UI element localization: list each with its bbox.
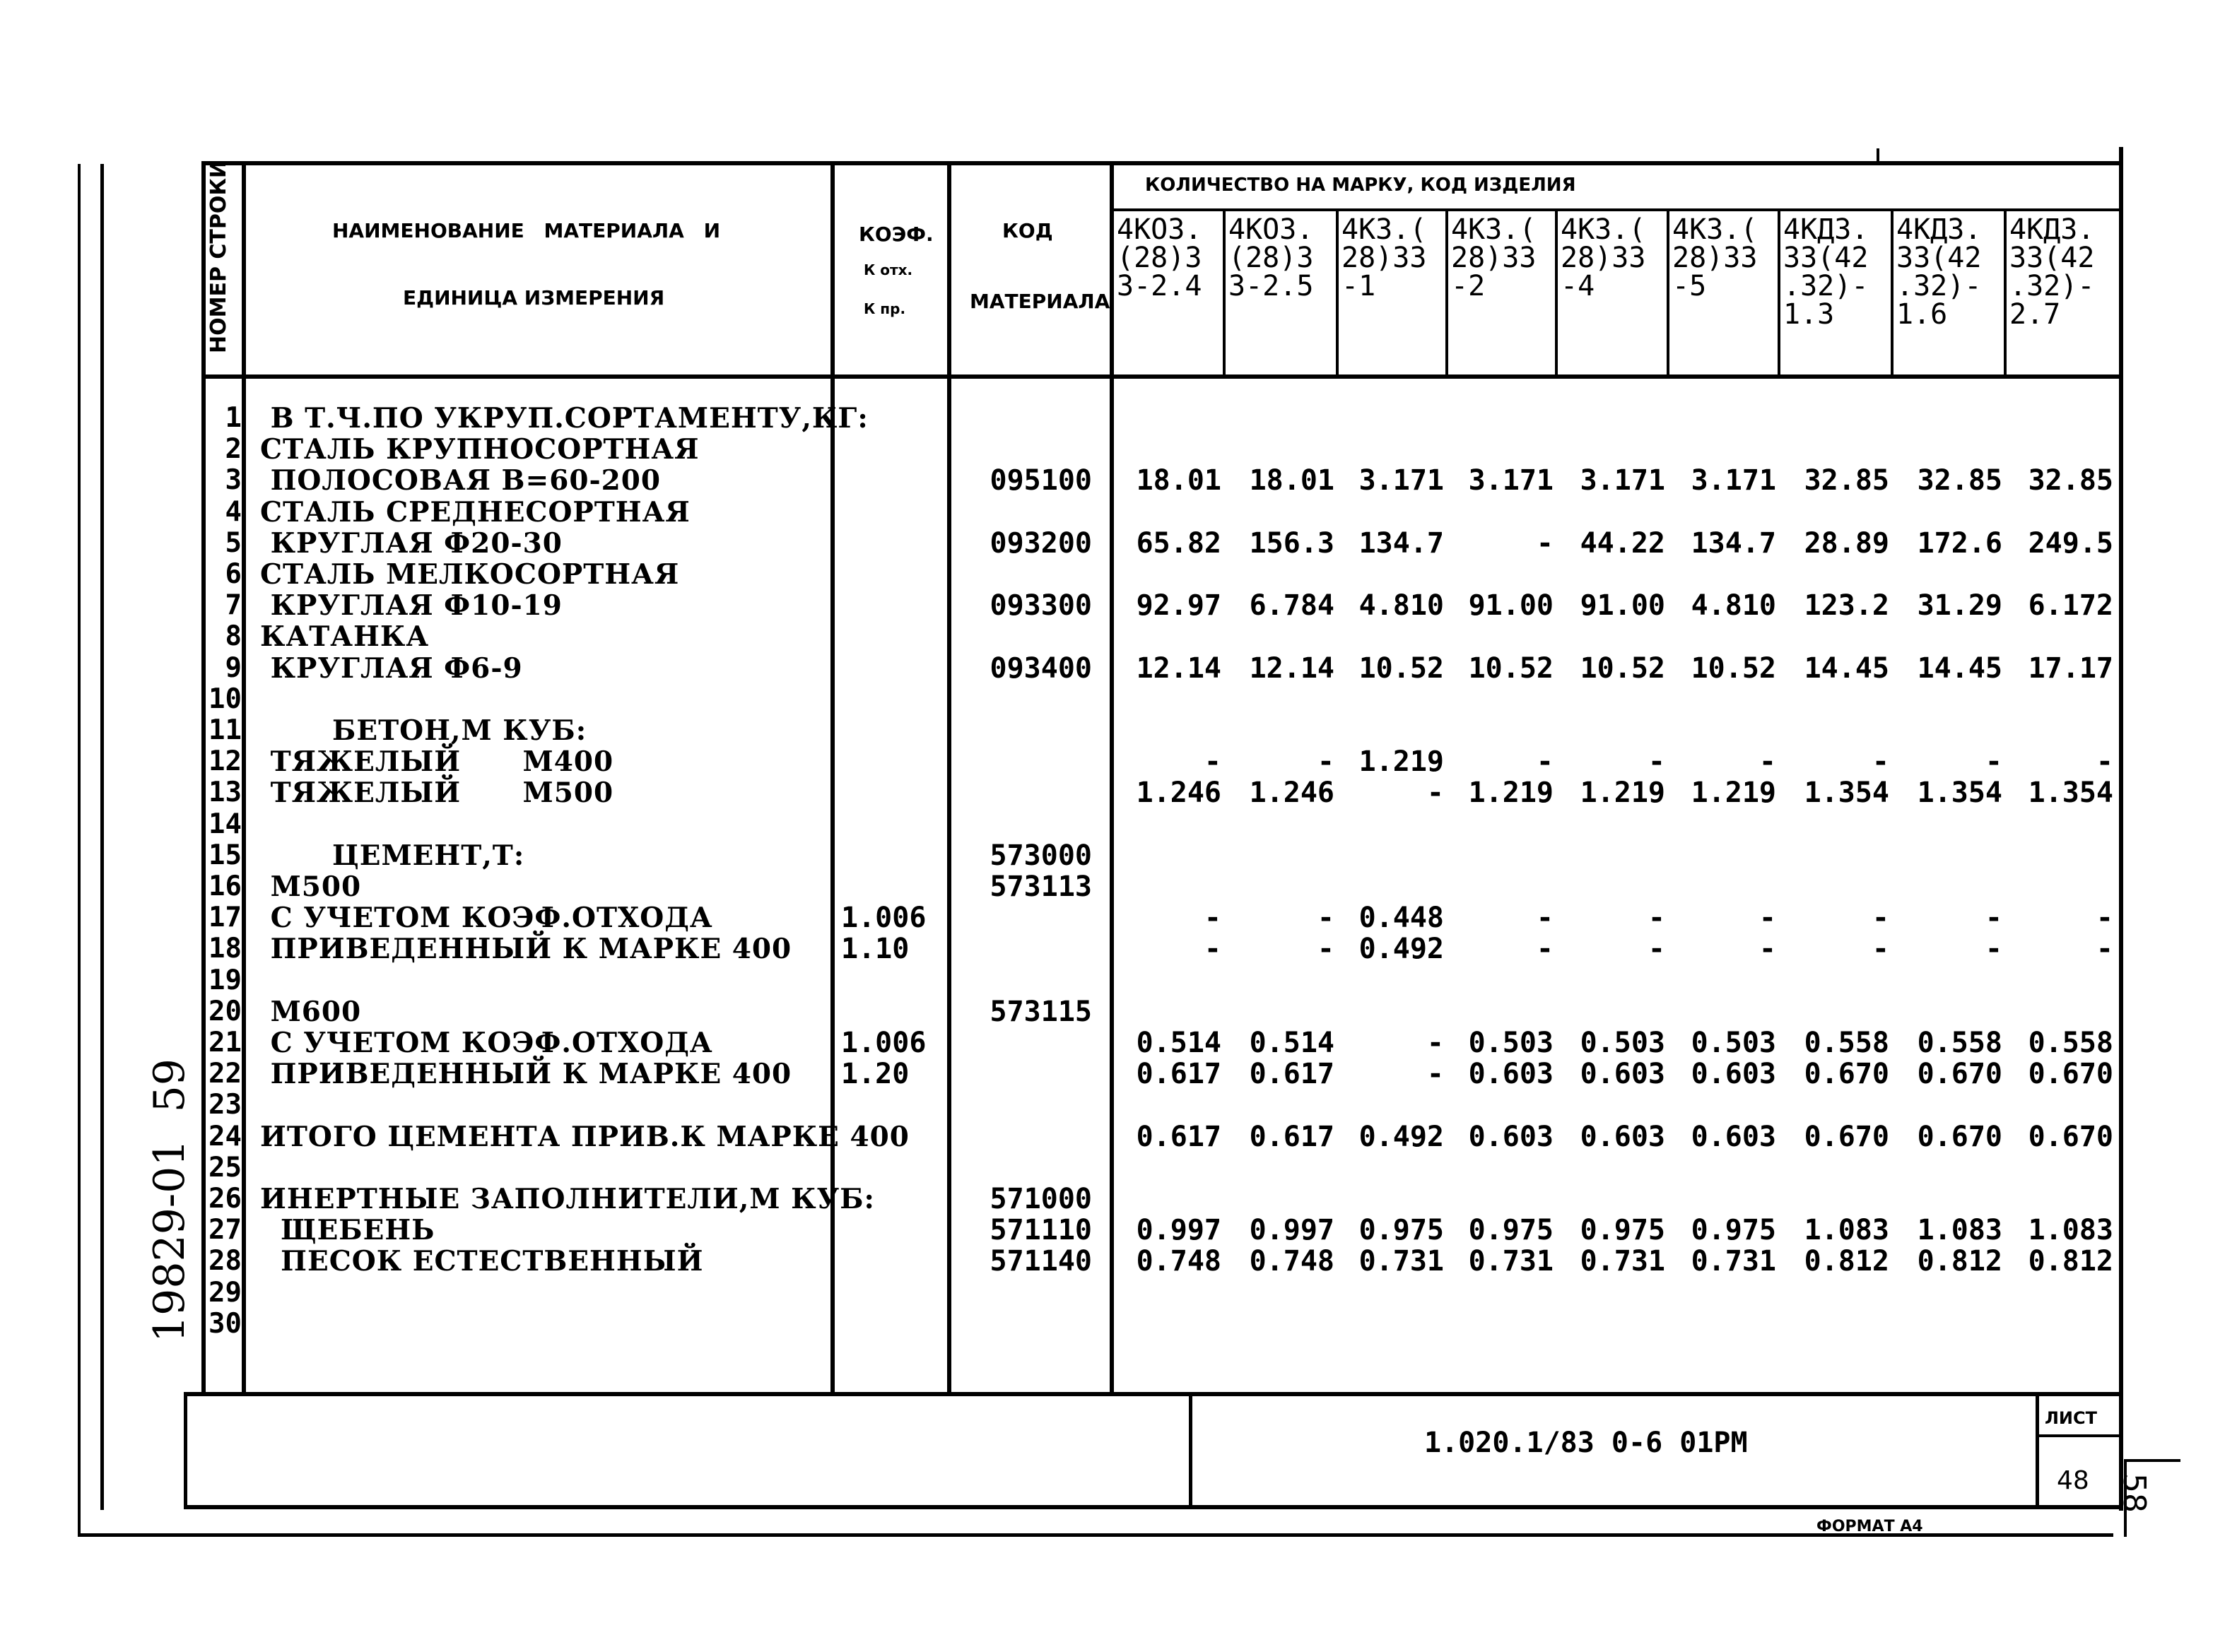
quantity-cell: 1.083	[2028, 1214, 2113, 1247]
qty-col-sep-6	[1778, 208, 1780, 377]
quantity-cell: -	[1426, 1027, 1444, 1059]
quantity-column-header: 28)ЗЗ	[1561, 242, 1646, 274]
col-sep-coef	[947, 161, 951, 1394]
quantity-column-header: 4КЗ.(	[1561, 213, 1646, 246]
quantity-cell: 18.01	[1249, 464, 1334, 497]
material-name: С УЧЕТОМ КОЭФ.ОТХОДА	[260, 902, 713, 935]
quantity-cell: 0.670	[2028, 1058, 2113, 1091]
quantity-column-header: ЗЗ(42	[1896, 242, 1982, 274]
row-number: 1	[225, 402, 242, 434]
quantity-cell: -	[1648, 745, 1665, 779]
material-name: ЦЕМЕНТ,Т:	[260, 839, 525, 872]
quantity-cell: 14.45	[1917, 651, 2002, 685]
material-code: 093200	[990, 526, 1092, 560]
quantity-cell: 32.85	[1804, 464, 1889, 497]
quantity-cell: 0.514	[1249, 1027, 1334, 1059]
row-number: 5	[225, 526, 242, 559]
footer-bottom-border	[184, 1505, 2123, 1509]
quantity-column-header: ЗЗ(42	[1783, 242, 1869, 274]
quantity-cell: 3.171	[1691, 464, 1776, 497]
quantity-cell: 0.603	[1580, 1058, 1665, 1091]
quantity-cell: 0.558	[1917, 1027, 2002, 1059]
qty-col-sep-8	[2004, 208, 2007, 377]
quantity-cell: -	[1759, 902, 1776, 935]
quantity-cell: -	[1204, 933, 1221, 966]
quantity-column-header: -5	[1672, 270, 1707, 302]
row-number: 12	[209, 745, 242, 778]
quantity-column-header: 4КДЗ.	[1783, 213, 1869, 246]
quantity-column-header: -4	[1561, 270, 1595, 302]
material-code: 573000	[990, 839, 1092, 872]
outer-frame-left	[100, 164, 104, 1510]
quantity-cell: 0.603	[1468, 1120, 1554, 1153]
quantity-column-header: (28)З	[1117, 242, 1202, 274]
quantity-cell: -	[1317, 745, 1334, 779]
quantity-cell: 3.171	[1358, 464, 1444, 497]
top-tick-mark	[1877, 148, 1879, 163]
quantity-cell: -	[2096, 933, 2113, 966]
side-box-top	[2124, 1459, 2180, 1462]
material-name: ИНЕРТНЫЕ ЗАПОЛНИТЕЛИ,М КУБ:	[260, 1183, 875, 1215]
row-number: 26	[209, 1183, 242, 1215]
material-name: ПЕСОК ЕСТЕСТВЕННЫЙ	[260, 1245, 704, 1278]
row-number: 24	[209, 1120, 242, 1152]
quantity-cell: -	[1759, 933, 1776, 966]
material-name: СТАЛЬ МЕЛКОСОРТНАЯ	[260, 558, 680, 591]
row-number: 19	[209, 964, 242, 996]
quantity-column-header: 4КОЗ.	[1228, 213, 1314, 246]
material-name: М600	[260, 995, 362, 1028]
footer-left-border	[184, 1392, 187, 1509]
quantity-cell: 0.748	[1249, 1245, 1334, 1278]
material-name: ИТОГО ЦЕМЕНТА ПРИВ.К МАРКЕ 400	[260, 1120, 910, 1153]
quantity-cell: 0.603	[1691, 1120, 1776, 1153]
quantity-cell: 0.503	[1580, 1027, 1665, 1059]
sheet-number: 48	[2057, 1466, 2089, 1495]
quantity-column-header: 4КЗ.(	[1341, 213, 1427, 246]
quantity-column-header: .32)-	[1896, 270, 1982, 302]
quantity-cell: 0.617	[1249, 1058, 1334, 1091]
quantity-cell: -	[1426, 1058, 1444, 1091]
material-name: ПРИВЕДЕННЫЙ К МАРКЕ 400	[260, 1058, 792, 1091]
quantity-cell: 0.997	[1136, 1214, 1221, 1247]
row-number: 27	[209, 1214, 242, 1246]
quantity-cell: 0.603	[1691, 1058, 1776, 1091]
quantity-cell: 0.448	[1358, 902, 1444, 935]
quantity-cell: -	[1536, 902, 1554, 935]
material-name: БЕТОН,М КУБ:	[260, 714, 587, 747]
quantity-column-header: 4КОЗ.	[1117, 213, 1202, 246]
quantity-cell: 1.219	[1691, 777, 1776, 810]
row-number: 25	[209, 1151, 242, 1184]
row-number: 9	[225, 651, 242, 684]
quantity-cell: -	[1648, 902, 1665, 935]
qty-col-sep-2	[1336, 208, 1339, 377]
quantity-column-header: -1	[1341, 270, 1376, 302]
quantity-cell: 0.558	[1804, 1027, 1889, 1059]
row-number: 23	[209, 1089, 242, 1121]
quantity-column-header: 1.3	[1783, 298, 1835, 331]
quantity-cell: -	[1872, 933, 1889, 966]
quantity-cell: 0.975	[1358, 1214, 1444, 1247]
quantity-cell: 0.670	[1804, 1058, 1889, 1091]
quantity-cell: 0.812	[1917, 1245, 2002, 1278]
qty-col-sep-5	[1667, 208, 1669, 377]
coefficient-value: 1.20	[841, 1058, 910, 1091]
quantity-cell: 31.29	[1917, 589, 2002, 623]
material-name: КРУГЛАЯ Ф20-30	[260, 526, 563, 560]
quantity-cell: -	[1985, 902, 2002, 935]
material-code: 093400	[990, 651, 1092, 685]
quantity-column-header: 28)ЗЗ	[1451, 242, 1537, 274]
quantity-cell: 32.85	[2028, 464, 2113, 497]
quantity-cell: 1.219	[1580, 777, 1665, 810]
material-name: В Т.Ч.ПО УКРУП.СОРТАМЕНТУ,КГ:	[260, 402, 869, 435]
row-number: 2	[225, 433, 242, 466]
material-code: 571110	[990, 1214, 1092, 1247]
quantity-cell: 18.01	[1136, 464, 1221, 497]
material-name: КРУГЛАЯ Ф6-9	[260, 651, 523, 685]
document-code: 1.020.1/83 0-6 01РМ	[1424, 1427, 1748, 1459]
row-number: 7	[225, 589, 242, 622]
row-number: 8	[225, 620, 242, 653]
sheet-box-left	[2036, 1396, 2039, 1507]
coef-header-line1: КОЭФ.	[859, 223, 934, 246]
material-name: ПОЛОСОВАЯ В=60-200	[260, 464, 662, 497]
row-number: 10	[209, 683, 242, 715]
quantity-cell: -	[2096, 902, 2113, 935]
quantity-cell: 3.171	[1580, 464, 1665, 497]
quantity-cell: 6.784	[1249, 589, 1334, 623]
quantity-cell: 91.00	[1580, 589, 1665, 623]
coefficient-value: 1.006	[841, 1027, 927, 1059]
material-name: КРУГЛАЯ Ф10-19	[260, 589, 563, 623]
quantity-cell: 0.617	[1136, 1120, 1221, 1153]
table-bottom-border	[184, 1392, 2123, 1396]
quantity-cell: 0.514	[1136, 1027, 1221, 1059]
quantity-cell: 0.617	[1136, 1058, 1221, 1091]
footer-divider-vert	[1189, 1396, 1192, 1507]
row-number: 18	[209, 933, 242, 965]
quantity-cell: -	[1536, 933, 1554, 966]
material-code: 571140	[990, 1245, 1092, 1278]
material-name: КАТАНКА	[260, 620, 430, 654]
row-number: 30	[209, 1307, 242, 1340]
qty-col-sep-3	[1445, 208, 1448, 377]
quantity-cell: -	[1985, 933, 2002, 966]
quantity-cell: 0.731	[1580, 1245, 1665, 1278]
coef-header-line2: К отх.	[864, 261, 913, 278]
quantity-cell: 10.52	[1691, 651, 1776, 685]
row-number: 20	[209, 995, 242, 1027]
quantity-cell: 0.603	[1468, 1058, 1554, 1091]
quantity-cell: 12.14	[1136, 651, 1221, 685]
material-name: СТАЛЬ СРЕДНЕСОРТНАЯ	[260, 495, 691, 529]
quantity-cell: 249.5	[2028, 526, 2113, 560]
quantity-cell: -	[1317, 902, 1334, 935]
quantity-column-header: 4КДЗ.	[1896, 213, 1982, 246]
quantity-cell: -	[1536, 526, 1554, 560]
header-bottom-border	[201, 374, 2122, 379]
quantity-cell: 10.52	[1358, 651, 1444, 685]
coefficient-value: 1.10	[841, 933, 910, 966]
quantity-cell: 65.82	[1136, 526, 1221, 560]
quantity-cell: 4.810	[1358, 589, 1444, 623]
code-header-line2: МАТЕРИАЛА	[970, 290, 1110, 313]
quantity-cell: -	[1204, 745, 1221, 779]
col-sep-code	[1110, 161, 1114, 1394]
sheet-label: ЛИСТ	[2045, 1408, 2098, 1428]
quantity-cell: 14.45	[1804, 651, 1889, 685]
quantity-cell: -	[1317, 933, 1334, 966]
material-code: 093300	[990, 589, 1092, 623]
quantity-cell: 1.246	[1136, 777, 1221, 810]
quantity-cell: 0.558	[2028, 1027, 2113, 1059]
quantity-cell: 1.083	[1917, 1214, 2002, 1247]
quantity-cell: 10.52	[1580, 651, 1665, 685]
quantity-cell: 92.97	[1136, 589, 1221, 623]
quantity-cell: 0.503	[1691, 1027, 1776, 1059]
quantity-cell: -	[1648, 933, 1665, 966]
quantity-cell: -	[1536, 745, 1554, 779]
quantity-cell: 3.171	[1468, 464, 1554, 497]
qty-col-sep-4	[1555, 208, 1558, 377]
material-code: 573115	[990, 995, 1092, 1028]
quantity-cell: 1.219	[1358, 745, 1444, 779]
coef-header-line3: К пр.	[864, 300, 906, 317]
code-header-line1: КОД	[1002, 219, 1053, 242]
material-name: С УЧЕТОМ КОЭФ.ОТХОДА	[260, 1027, 713, 1059]
quantity-cell: 0.670	[2028, 1120, 2113, 1153]
quantity-cell: 0.492	[1358, 933, 1444, 966]
quantity-cell: 28.89	[1804, 526, 1889, 560]
quantity-cell: -	[1872, 745, 1889, 779]
side-page-number: 58	[2116, 1473, 2152, 1513]
quantity-cell: 6.172	[2028, 589, 2113, 623]
quantity-cell: -	[1759, 745, 1776, 779]
quantity-cell: -	[1204, 902, 1221, 935]
quantity-title-underline	[1110, 208, 2122, 211]
quantity-column-header: З-2.4	[1117, 270, 1202, 302]
coefficient-value: 1.006	[841, 902, 927, 935]
qty-col-sep-1	[1223, 208, 1226, 377]
row-number: 11	[209, 714, 242, 746]
quantity-cell: 0.975	[1468, 1214, 1554, 1247]
quantity-cell: 0.670	[1917, 1058, 2002, 1091]
quantity-cell: 0.975	[1580, 1214, 1665, 1247]
quantity-column-header: 4КЗ.(	[1672, 213, 1758, 246]
material-code: 573113	[990, 871, 1092, 903]
quantity-column-header: З-2.5	[1228, 270, 1314, 302]
material-name: М500	[260, 871, 362, 903]
quantity-cell: 0.603	[1580, 1120, 1665, 1153]
quantity-cell: 17.17	[2028, 651, 2113, 685]
quantity-cell: 0.617	[1249, 1120, 1334, 1153]
row-number: 28	[209, 1245, 242, 1278]
quantity-cell: 0.731	[1468, 1245, 1554, 1278]
quantity-cell: 12.14	[1249, 651, 1334, 685]
quantity-column-header: 4КДЗ.	[2009, 213, 2095, 246]
margin-note: 19829-01 59	[145, 1058, 194, 1343]
row-number: 16	[209, 871, 242, 902]
quantity-cell: 0.731	[1691, 1245, 1776, 1278]
row-number: 29	[209, 1276, 242, 1309]
qty-col-sep-7	[1891, 208, 1893, 377]
quantity-cell: -	[1426, 777, 1444, 810]
material-name-header-line2: ЕДИНИЦА ИЗМЕРЕНИЯ	[403, 286, 665, 309]
quantity-column-header: .32)-	[1783, 270, 1869, 302]
col-sep-rownum	[242, 161, 246, 1394]
material-name: ПРИВЕДЕННЫЙ К МАРКЕ 400	[260, 933, 792, 966]
material-name: СТАЛЬ КРУПНОСОРТНАЯ	[260, 433, 700, 466]
quantity-cell: 1.354	[1804, 777, 1889, 810]
row-number: 3	[225, 464, 242, 497]
quantity-cell: 1.354	[1917, 777, 2002, 810]
quantity-cell: 0.997	[1249, 1214, 1334, 1247]
quantity-cell: 0.503	[1468, 1027, 1554, 1059]
quantity-cell: 134.7	[1358, 526, 1444, 560]
row-number: 22	[209, 1058, 242, 1090]
row-number: 17	[209, 902, 242, 934]
format-label: ФОРМАТ А4	[1816, 1518, 1923, 1535]
quantity-cell: -	[2096, 745, 2113, 779]
material-name-header-line1: НАИМЕНОВАНИЕ МАТЕРИАЛА И	[332, 219, 721, 242]
quantity-cell: 0.731	[1358, 1245, 1444, 1278]
row-number-header: НОМЕР СТРОКИ	[206, 160, 231, 353]
material-code: 571000	[990, 1183, 1092, 1215]
row-number: 4	[225, 495, 242, 528]
quantity-cell: 1.246	[1249, 777, 1334, 810]
row-number: 14	[209, 808, 242, 840]
table-top-border	[201, 161, 2122, 165]
quantity-cell: 91.00	[1468, 589, 1554, 623]
quantity-cell: -	[1985, 745, 2002, 779]
outer-frame-left-vert	[78, 164, 81, 1535]
material-name: ТЯЖЕЛЫЙ М400	[260, 745, 614, 779]
material-code: 095100	[990, 464, 1092, 497]
quantity-cell: 0.975	[1691, 1214, 1776, 1247]
quantity-cell: 10.52	[1468, 651, 1554, 685]
quantity-cell: -	[1872, 902, 1889, 935]
quantity-cell: 4.810	[1691, 589, 1776, 623]
quantity-column-header: ЗЗ(42	[2009, 242, 2095, 274]
material-name: ЩЕБЕНЬ	[260, 1214, 435, 1247]
quantity-cell: 1.219	[1468, 777, 1554, 810]
quantity-column-header: 4КЗ.(	[1451, 213, 1537, 246]
quantity-cell: 0.670	[1917, 1120, 2002, 1153]
quantity-column-header: 28)ЗЗ	[1672, 242, 1758, 274]
quantity-cell: 44.22	[1580, 526, 1665, 560]
row-number: 13	[209, 777, 242, 809]
quantity-cell: 0.670	[1804, 1120, 1889, 1153]
quantity-cell: 1.083	[1804, 1214, 1889, 1247]
quantity-cell: 123.2	[1804, 589, 1889, 623]
quantity-column-header: (28)З	[1228, 242, 1314, 274]
quantity-cell: 32.85	[1917, 464, 2002, 497]
quantity-cell: 134.7	[1691, 526, 1776, 560]
quantity-cell: 0.812	[2028, 1245, 2113, 1278]
quantity-column-header: 1.6	[1896, 298, 1948, 331]
quantity-column-header: 28)ЗЗ	[1341, 242, 1427, 274]
row-number: 21	[209, 1027, 242, 1058]
quantity-column-header: .32)-	[2009, 270, 2095, 302]
quantity-column-header: -2	[1451, 270, 1486, 302]
row-number: 15	[209, 839, 242, 871]
quantity-column-header: 2.7	[2009, 298, 2061, 331]
quantity-cell: 0.492	[1358, 1120, 1444, 1153]
outer-frame-left-ext	[78, 1533, 2113, 1537]
row-number: 6	[225, 558, 242, 590]
quantity-cell: 0.812	[1804, 1245, 1889, 1278]
quantity-cell: 156.3	[1249, 526, 1334, 560]
quantity-title: КОЛИЧЕСТВО НА МАРКУ, КОД ИЗДЕЛИЯ	[1145, 175, 1576, 196]
table-right-border	[2119, 147, 2123, 1511]
quantity-cell: 1.354	[2028, 777, 2113, 810]
sheet-box-divider	[2036, 1434, 2122, 1437]
material-name: ТЯЖЕЛЫЙ М500	[260, 777, 614, 810]
quantity-cell: 172.6	[1917, 526, 2002, 560]
quantity-cell: 0.748	[1136, 1245, 1221, 1278]
